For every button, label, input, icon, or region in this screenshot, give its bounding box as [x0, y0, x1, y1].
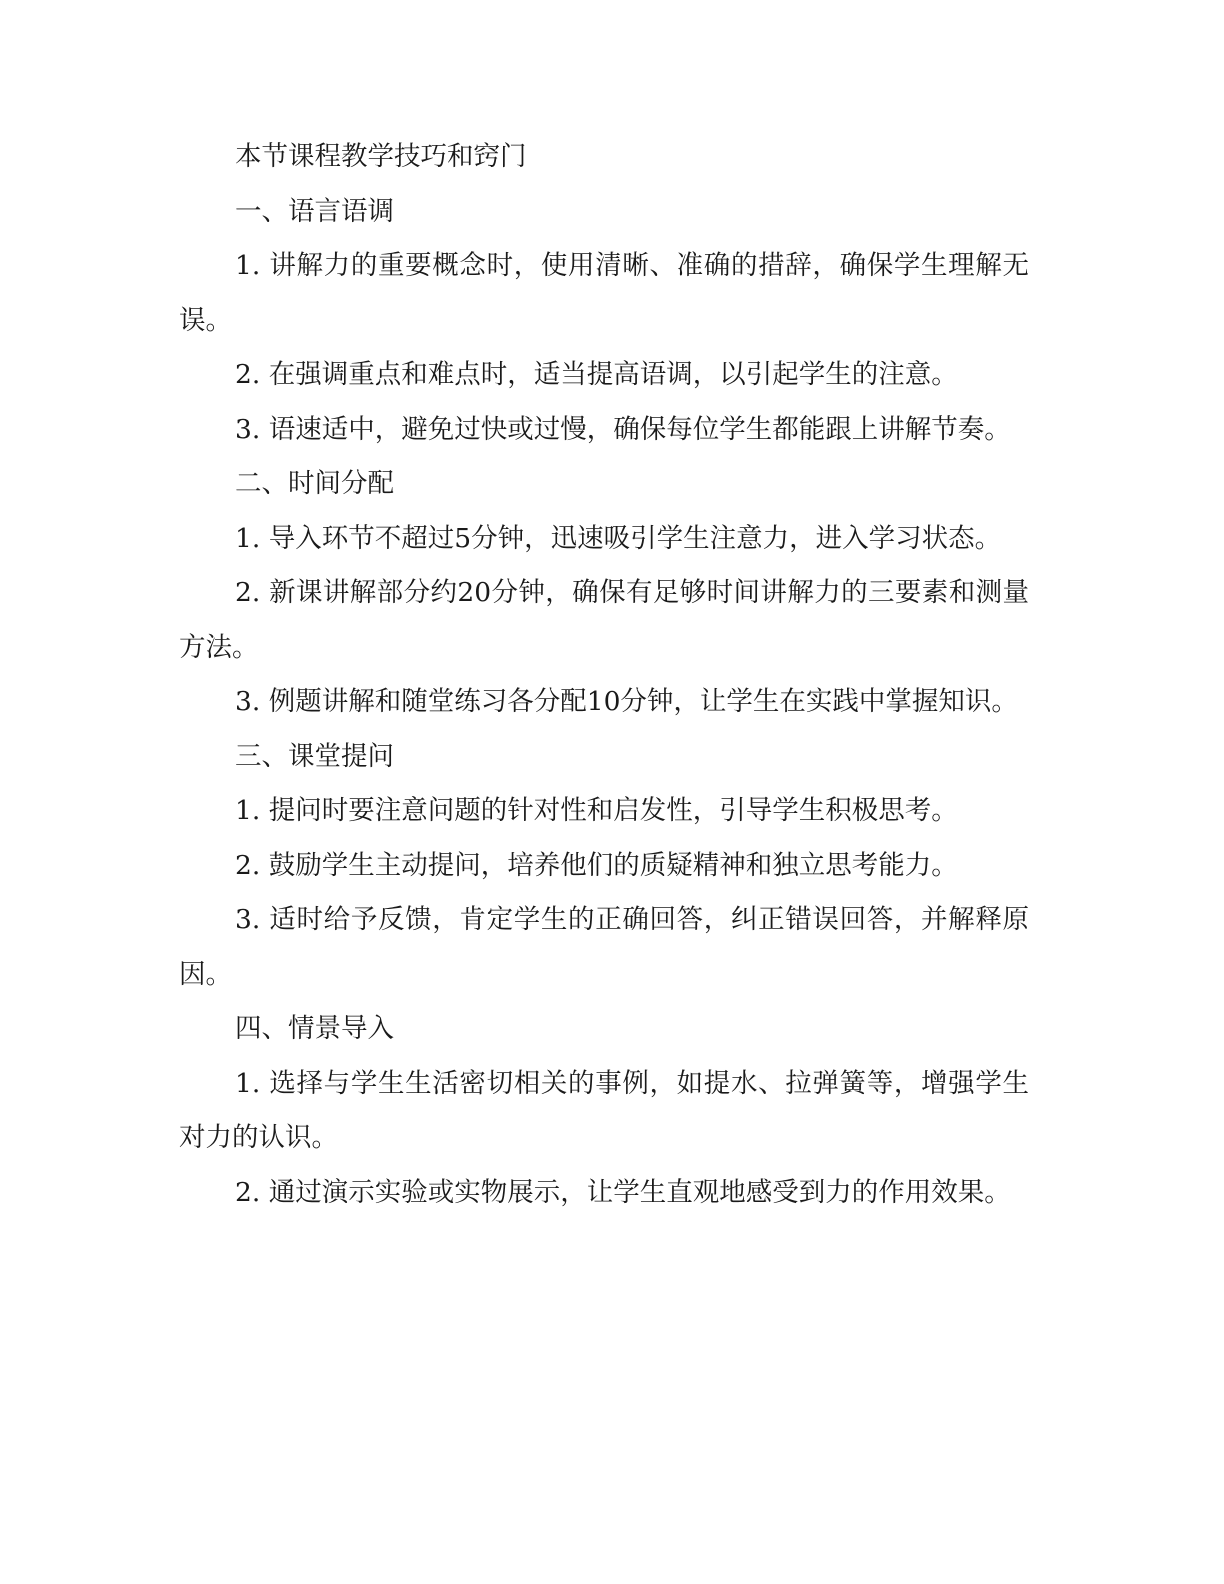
list-item: 2. 新课讲解部分约20分钟，确保有足够时间讲解力的三要素和测量方法。 [179, 577, 1029, 663]
section-heading-scenario: 四、情景导入 [235, 1013, 394, 1044]
list-item: 3. 语速适中，避免过快或过慢，确保每位学生都能跟上讲解节奏。 [235, 413, 1011, 445]
section-heading-questions: 三、课堂提问 [235, 740, 394, 772]
list-item: 1. 提问时要注意问题的针对性和启发性，引导学生积极思考。 [235, 795, 958, 826]
list-item: 2. 通过演示实验或实物展示，让学生直观地感受到力的作用效果。 [235, 1176, 1011, 1208]
list-item: 2. 在强调重点和难点时，适当提高语调，以引起学生的注意。 [235, 359, 958, 390]
list-item: 1. 讲解力的重要概念时，使用清晰、准确的措辞，确保学生理解无误。 [179, 250, 1029, 336]
list-item: 1. 导入环节不超过5分钟，迅速吸引学生注意力，进入学习状态。 [235, 522, 1002, 554]
list-item: 3. 例题讲解和随堂练习各分配10分钟，让学生在实践中掌握知识。 [235, 686, 1018, 717]
document-body [179, 130, 1029, 1220]
section-heading-language: 一、语言语调 [235, 195, 394, 227]
document-title: 本节课程教学技巧和窍门 [235, 141, 527, 172]
list-item: 1. 选择与学生生活密切相关的事例，如提水、拉弹簧等，增强学生对力的认识。 [179, 1067, 1029, 1153]
list-item: 2. 鼓励学生主动提问，培养他们的质疑精神和独立思考能力。 [235, 849, 958, 881]
section-heading-time: 二、时间分配 [235, 468, 394, 499]
list-item: 3. 适时给予反馈，肯定学生的正确回答，纠正错误回答，并解释原因。 [179, 904, 1029, 990]
